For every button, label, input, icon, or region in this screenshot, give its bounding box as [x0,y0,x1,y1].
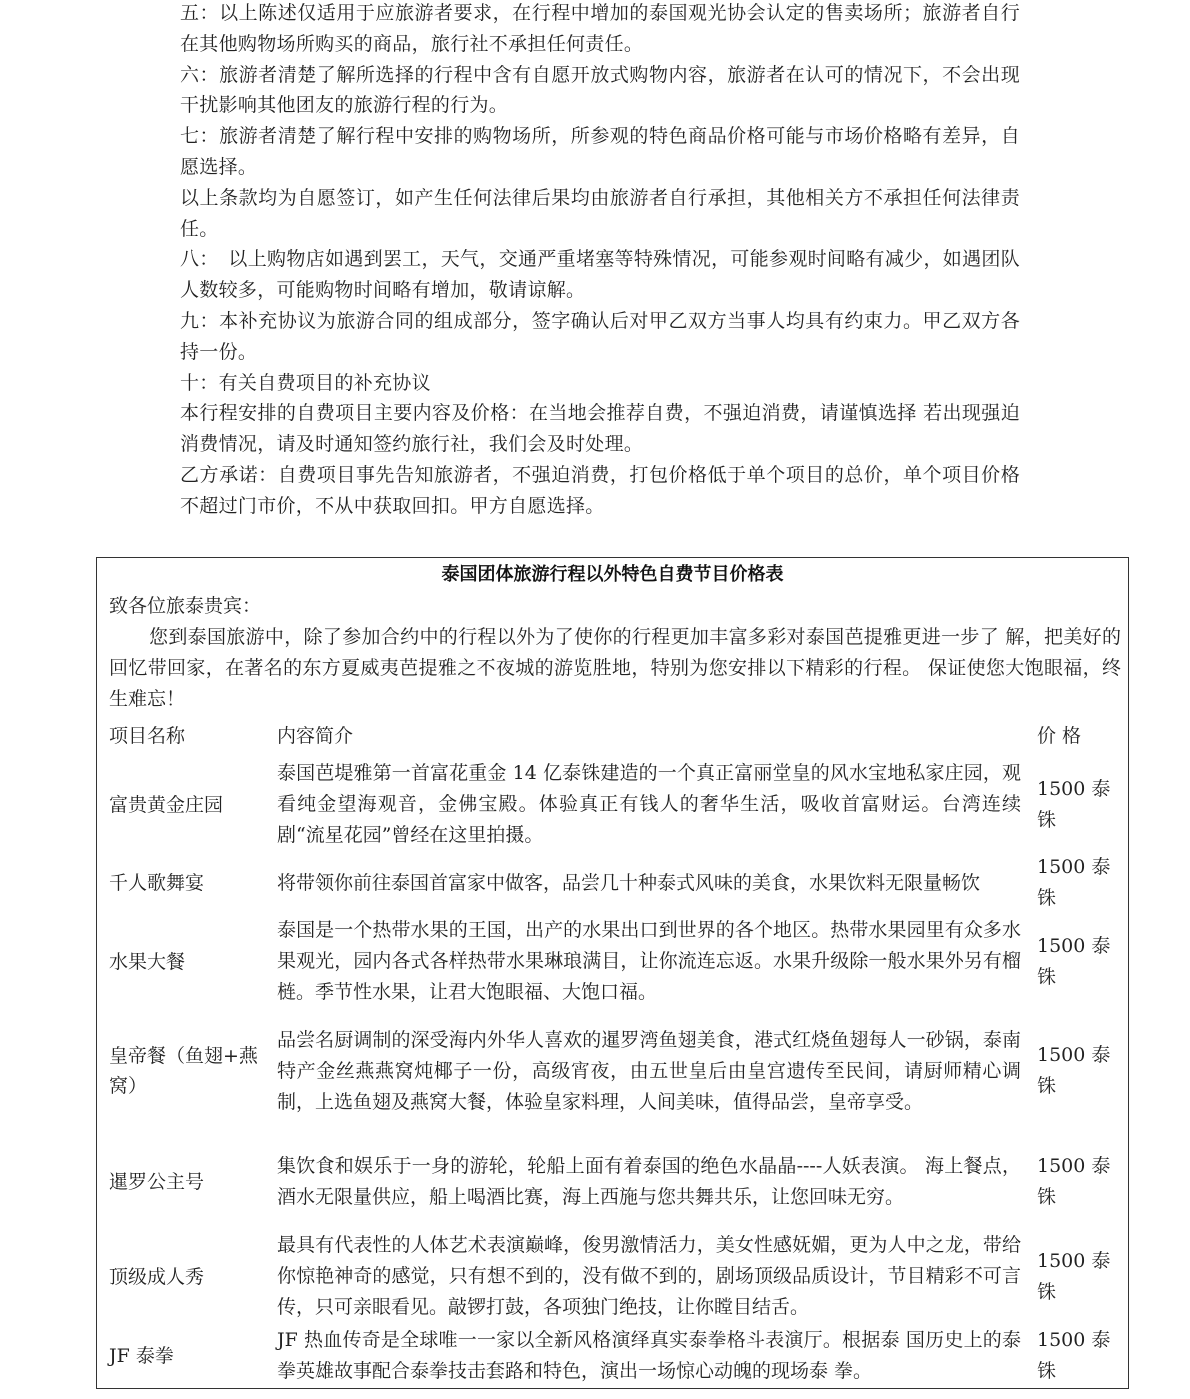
item-desc: 泰国是一个热带水果的王国，出产的水果出口到世界的各个地区。热带水果园里有众多水果观光，园内各式各样热带水果琳琅满目，让你流连忘返。水果升级除一般水果外另有榴梿。季节性水果，让君大饱眼福、大饱口福。 [277,919,1021,1003]
table-row [109,758,1121,851]
greeting: 致各位旅泰贵宾： [109,595,262,617]
item-name: 顶级成人秀 [109,1265,205,1288]
item-price: 1500 泰铢 [1037,1154,1111,1208]
header-desc: 内容简介 [277,724,354,747]
clause-10: 十：有关自费项目的补充协议 [180,371,431,394]
item-price: 1500 泰铢 [1037,1329,1111,1382]
item-price: 1500 泰铢 [1037,934,1111,988]
table-row [109,1230,1121,1323]
clause-party-b-promise: 乙方承诺：自费项目事先告知旅游者，不强迫消费，打包价格低于单个项目的总价，单个项目价格不超过门市价，不从中获取回扣。甲方自愿选择。 [180,463,1020,517]
clause-list [180,0,1020,522]
clause-8: 八： 以上购物店如遇到罢工，天气，交通严重堵塞等特殊情况，可能参观时间略有减少，如遇团队人数较多，可能购物时间略有增加，敬请谅解。 [180,248,1020,302]
item-name: JF 泰拳 [109,1345,174,1367]
item-desc: 泰国芭堤雅第一首富花重金 14 亿泰铢建造的一个真正富丽堂皇的风水宝地私家庄园，观看纯金望海观音，金佛宝殿。体验真正有钱人的奢华生活，吸收首富财运。台湾连续剧“流星花园”曾经在这里拍摄。 [277,762,1021,846]
clause-5: 五：以上陈述仅适用于应旅游者要求，在行程中增加的泰国观光协会认定的售卖场所；旅游者自行在其他购物场所购买的商品，旅行社不承担任何责任。 [180,2,1020,55]
table-row [109,915,1121,1008]
table-row [109,1325,1121,1387]
item-desc: 最具有代表性的人体艺术表演巅峰，俊男激情活力，美女性感妩媚，更为人中之龙，带给你惊艳神奇的感觉，只有想不到的，没有做不到的，剧场顶级品质设计，节目精彩不可言传，只可亲眼看见。敲锣打鼓，各项独门绝技，让你瞠目结舌。 [277,1234,1021,1318]
item-price: 1500 泰铢 [1037,856,1111,909]
table-header-row [109,718,1121,754]
item-desc: JF 热血传奇是全球唯一一家以全新风格演绎真实泰拳格斗表演厅。根据泰 国历史上的泰拳英雄故事配合泰拳技击套路和特色，演出一场惊心动魄的现场泰 拳。 [277,1329,1021,1382]
table-row [109,852,1121,914]
item-desc: 集饮食和娱乐于一身的游轮，轮船上面有着泰国的绝色水晶晶----人妖表演。 海上餐点，酒水无限量供应，船上喝酒比赛，海上西施与您共舞共乐，让您回味无穷。 [277,1154,1021,1208]
item-price: 1500 泰铢 [1037,1249,1111,1303]
price-table-frame [96,557,1129,1389]
header-price: 价 格 [1037,724,1082,747]
item-price: 1500 泰铢 [1037,1044,1111,1097]
item-name: 富贵黄金庄园 [109,793,224,816]
item-name: 暹罗公主号 [109,1170,205,1193]
intro-paragraph: 您到泰国旅游中，除了参加合约中的行程以外为了使你的行程更加丰富多彩对泰国芭提雅更进一步了 解，把美好的回忆带回家，在著名的东方夏威夷芭提雅之不夜城的游览胜地，特别为您安排以下精彩的行程。 保证使您大饱眼福，终生难忘！ [109,626,1121,710]
price-table-title: 泰国团体旅游行程以外特色自费节目价格表 [441,564,784,585]
header-name: 项目名称 [109,725,186,747]
item-price: 1500 泰铢 [1037,777,1111,831]
item-desc: 将带领你前往泰国首富家中做客，品尝几十种泰式风味的美食，水果饮料无限量畅饮 [277,871,981,894]
clause-voluntary-note: 以上条款均为自愿签订，如产生任何法律后果均由旅游者自行承担，其他相关方不承担任何法律责任。 [180,186,1020,240]
clause-optional-items: 本行程安排的自费项目主要内容及价格：在当地会推荐自费，不强迫消费，请谨慎选择 若出现强迫消费情况，请及时通知签约旅行社，我们会及时处理。 [180,402,1020,456]
item-name: 千人歌舞宴 [109,872,205,894]
item-name: 水果大餐 [109,950,186,973]
clause-6: 六：旅游者清楚了解所选择的行程中含有自愿开放式购物内容，旅游者在认可的情况下，不会出现干扰影响其他团友的旅游行程的行为。 [180,63,1020,117]
clause-7: 七：旅游者清楚了解行程中安排的购物场所，所参观的特色商品价格可能与市场价格略有差异，自愿选择。 [180,125,1020,178]
clause-9: 九：本补充协议为旅游合同的组成部分，签字确认后对甲乙双方当事人均具有约束力。甲乙双方各持一份。 [180,309,1020,363]
table-row [109,1009,1121,1133]
item-desc: 品尝名厨调制的深受海内外华人喜欢的暹罗湾鱼翅美食，港式红烧鱼翅每人一砂锅，泰南特产金丝燕燕窝炖椰子一份，高级宵夜，由五世皇后由皇宫遗传至民间，请厨师精心调制，上选鱼翅及燕窝大餐，体验皇家料理，人间美味，值得品尝，皇帝享受。 [277,1028,1021,1113]
table-row [109,1135,1121,1228]
item-name: 皇帝餐（鱼翅+燕窝） [109,1045,258,1097]
